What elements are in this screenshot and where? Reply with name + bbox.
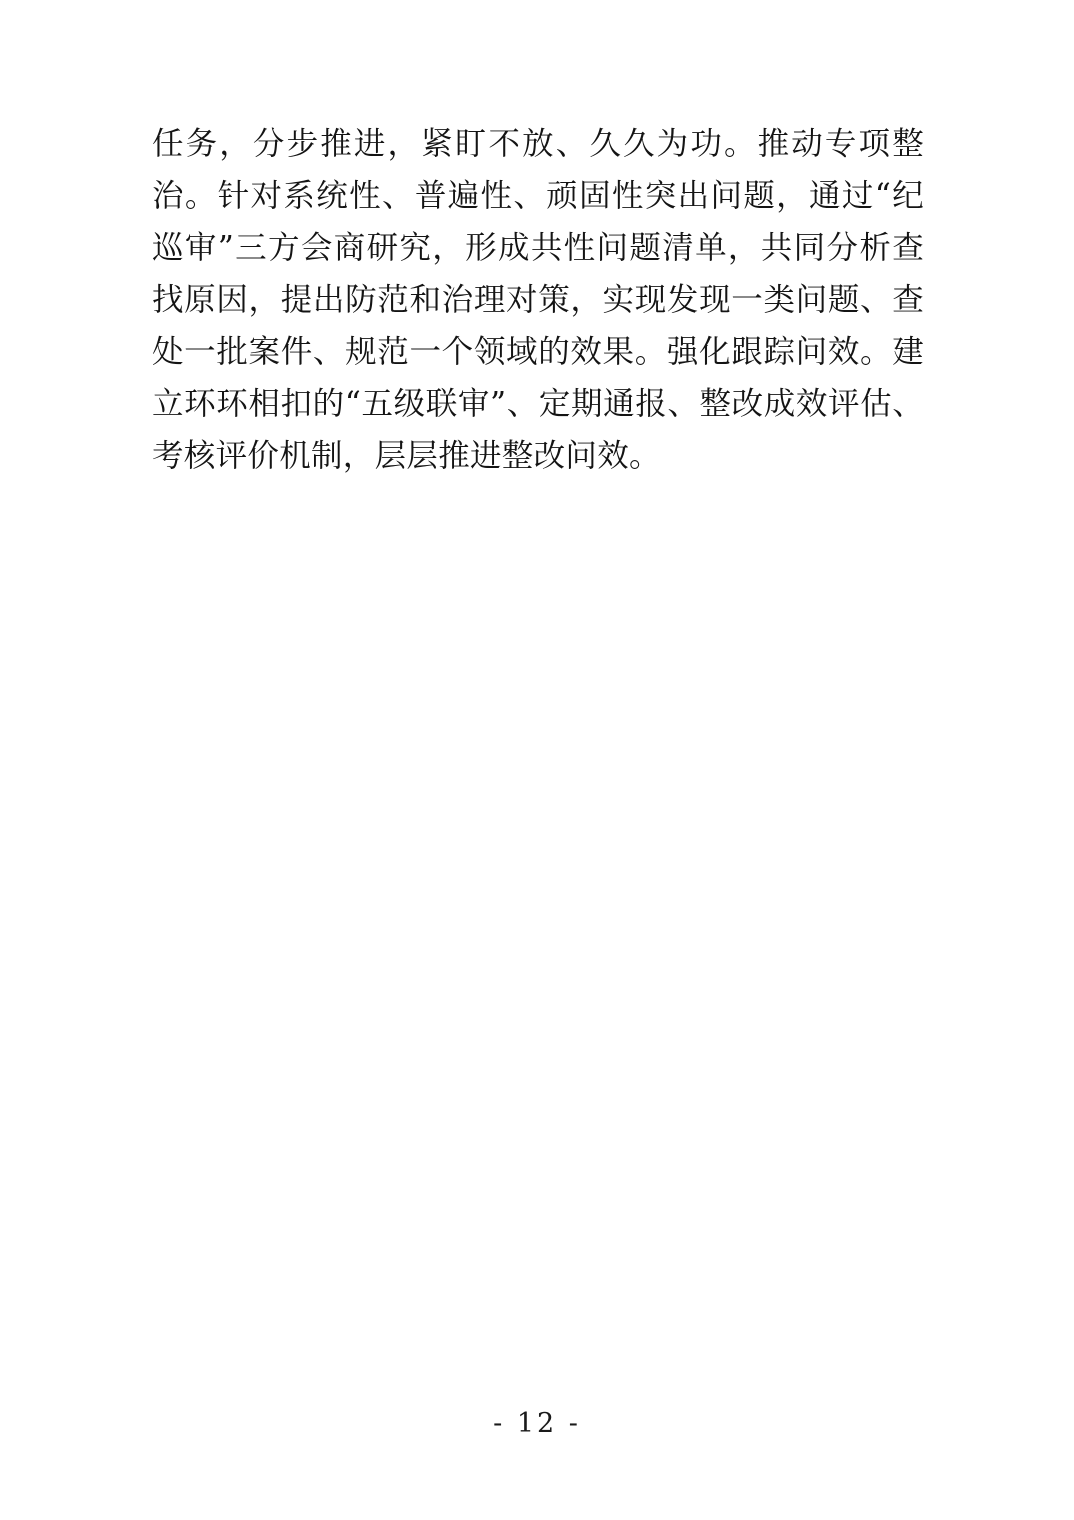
page-content (152, 118, 924, 482)
page-number: - 12 - (493, 1408, 581, 1439)
page-footer (0, 1408, 1074, 1439)
body-paragraph: 任务，分步推进，紧盯不放、久久为功。推动专项整治。针对系统性、普遍性、顽固性突出问题，通过“纪巡审”三方会商研究，形成共性问题清单，共同分析查找原因，提出防范和治理对策，实现发现一类问题、查处一批案件、规范一个领域的效果。强化跟踪问效。建立环环相扣的“五级联审”、定期通报、整改成效评估、考核评价机制，层层推进整改问效。 (152, 126, 924, 474)
